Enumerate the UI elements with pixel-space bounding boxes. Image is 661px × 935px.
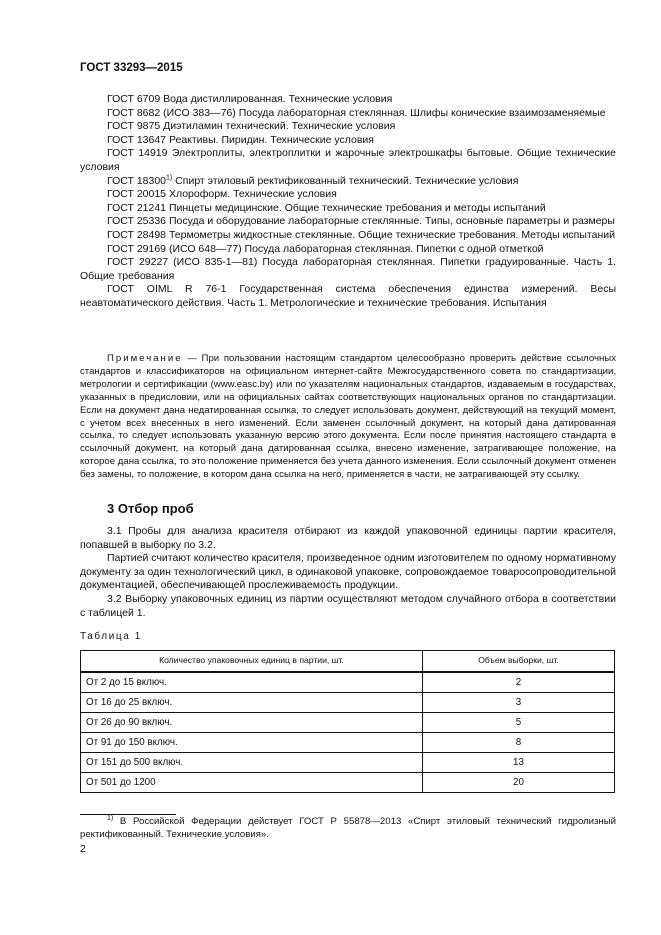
table-row [81, 773, 615, 793]
table-header-cell: Количество упаковочных единиц в партии, шт. [81, 651, 423, 673]
table-cell-lot-size: От 501 до 1200 [81, 773, 423, 793]
reference-item: ГОСТ 9875 Диэтиламин технический. Технические условия [107, 120, 396, 133]
reference-item: ГОСТ 14919 Электроплиты, электроплитки и жарочные электрошкафы бытовые. Общие технические условия [80, 147, 616, 173]
table-cell-lot-size: От 91 до 150 включ. [81, 733, 423, 753]
table-cell-lot-size: От 2 до 15 включ. [81, 672, 423, 693]
reference-item: ГОСТ 29227 (ИСО 835-1—81) Посуда лабораторная стеклянная. Пипетки градуированные. Часть 1. Общие требования [80, 256, 616, 282]
reference-item-title: Спирт этиловый ректификованный технический. Технические условия [172, 174, 519, 187]
note-block [80, 353, 616, 482]
footnote-divider [80, 814, 176, 815]
footnote-paragraph [80, 816, 616, 842]
note-paragraph [80, 353, 616, 482]
table-header-row [81, 651, 615, 673]
note-label: Примечание [107, 353, 183, 364]
body-paragraph: Партией считают количество красителя, произведенное одним изготовителем по одному нормативному документу за один технологический цикл, в одинаковой упаковке, сопровождаемое товаросопроводительной документацией, обеспечивающей прослеживаемость продукции. [80, 552, 616, 592]
sampling-table [80, 650, 615, 793]
reference-item: ГОСТ 29169 (ИСО 648—77) Посуда лабораторная стеклянная. Пипетки с одной отметкой [107, 242, 544, 255]
table-cell-sample-size: 3 [423, 693, 615, 713]
reference-item: ГОСТ 8682 (ИСО 383—76) Посуда лабораторная стеклянная. Шлифы конические взаимозаменяемые [107, 106, 606, 119]
body-paragraph: 3.1 Пробы для анализа красителя отбирают из каждой упаковочной единицы партии красителя, попавшей в выборку по 3.2. [80, 525, 616, 551]
page-number: 2 [80, 843, 86, 855]
reference-item: ГОСТ 21241 Пинцеты медицинские. Общие технические требования и методы испытаний [107, 201, 546, 214]
table-label: Таблица 1 [80, 631, 142, 642]
note-text: — При пользовании настоящим стандартом целесообразно проверить действие ссылочных стандартов и классификаторов на официальном интернет-сайте Межгосударственного совета по стандартизации, метрологии и сертификации (www.easc.by) или по указателям национальных стандартов, издаваемым в государствах, указанных в предисловии, или на официальных сайтах соответствующих национальных органов по стандартизации. Если на документ дана недатированная ссылка, то следует использовать документ, действующий на текущий момент, с учетом всех внесенных в него изменений. Если заменен ссылочный документ, на который дана датированная ссылка, то следует использовать указанную версию этого документа. Если после принятия настоящего стандарта в ссылочный документ, на который дана датированная ссылка, внесено изменение, затрагивающее положение, на которое дана ссылка, то это положение применяется без учета данного изменения. Если ссылочный документ отменен без замены, то положение, в котором дана ссылка на него, применяется в части, не затрагивающей эту ссылку. [80, 353, 616, 481]
reference-item: ГОСТ 6709 Вода дистиллированная. Технические условия [107, 93, 393, 105]
section-body [80, 525, 616, 620]
table-cell-sample-size: 2 [423, 672, 615, 693]
footnote [80, 816, 616, 842]
reference-item: ГОСТ OIML R 76-1 Государственная система обеспечения единства измерений. Весы неавтоматического действия. Часть 1. Метрологические и технические требования. Испытания [80, 283, 616, 309]
section-title: 3 Отбор проб [107, 501, 194, 516]
reference-item: ГОСТ 13647 Реактивы. Пиридин. Технические условия [107, 133, 374, 146]
table-row [81, 753, 615, 773]
table-cell-sample-size: 8 [423, 733, 615, 753]
table-cell-sample-size: 20 [423, 773, 615, 793]
table-cell-lot-size: От 26 до 90 включ. [81, 713, 423, 733]
reference-item: ГОСТ 28498 Термометры жидкостные стеклянные. Общие технические требования. Методы испытаний [107, 228, 615, 241]
reference-item: ГОСТ 20015 Хлороформ. Технические условия [107, 188, 337, 201]
footnote-text: В Российской Федерации действует ГОСТ Р 55878—2013 «Спирт этиловый технический гидролизный ректификованный. Технические условия». [80, 816, 616, 840]
footnote-ref-mark: 1) [166, 174, 173, 182]
reference-item-18300 [80, 175, 616, 189]
table-row [81, 713, 615, 733]
table-header-cell: Объем выборки, шт. [423, 651, 615, 673]
table-row [81, 733, 615, 753]
normative-references-list [80, 93, 616, 311]
table-cell-lot-size: От 16 до 25 включ. [81, 693, 423, 713]
table-cell-sample-size: 5 [423, 713, 615, 733]
body-paragraph: 3.2 Выборку упаковочных единиц из партии осуществляют методом случайного отбора в соответствии с таблицей 1. [80, 592, 616, 619]
reference-item-number: ГОСТ 18300 [107, 174, 167, 187]
table-row [81, 672, 615, 693]
table-row [81, 693, 615, 713]
table-cell-sample-size: 13 [423, 753, 615, 773]
footnote-mark: 1) [107, 814, 114, 822]
table-cell-lot-size: От 151 до 500 включ. [81, 753, 423, 773]
page-header-doc-id: ГОСТ 33293—2015 [80, 62, 183, 74]
reference-item: ГОСТ 25336 Посуда и оборудование лабораторные стеклянные. Типы, основные параметры и размеры [107, 215, 615, 228]
